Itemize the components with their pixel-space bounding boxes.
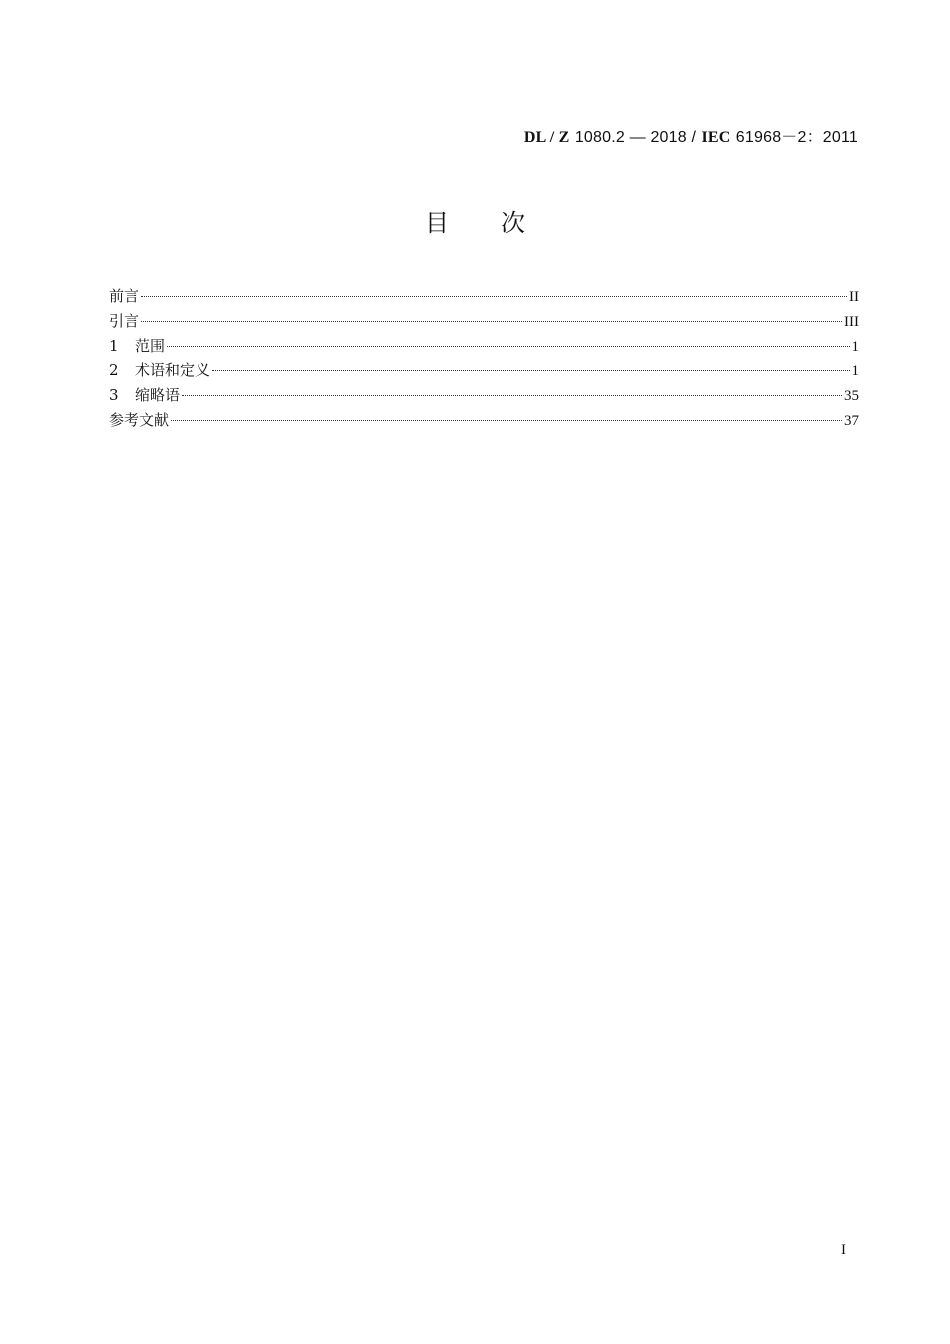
toc-entry-page: III xyxy=(844,313,859,330)
toc-entry-page: 37 xyxy=(844,412,859,429)
toc-title: 目次 xyxy=(425,209,577,237)
toc-entry-abbreviations[interactable] xyxy=(109,383,859,408)
toc-entry-label: 参考文献 xyxy=(109,410,170,429)
toc-entry-number: 2 xyxy=(109,361,119,380)
toc-entry-label: 缩略语 xyxy=(135,386,181,405)
toc-dot-leader xyxy=(212,370,849,371)
toc-dot-leader xyxy=(167,346,849,347)
toc-entry-scope[interactable] xyxy=(109,334,859,359)
toc-entry-foreword[interactable] xyxy=(109,284,859,309)
iec-prefix: IEC xyxy=(701,129,731,146)
toc-entry-page: 1 xyxy=(851,363,859,380)
toc-entry-page: II xyxy=(849,289,859,305)
iec-number: 61968－2：2011 xyxy=(735,129,858,146)
toc-entry-introduction[interactable] xyxy=(109,309,859,334)
toc-entry-label: 范围 xyxy=(135,336,166,355)
footer-page-number: I xyxy=(841,1242,846,1258)
toc-entry-bibliography[interactable] xyxy=(109,408,859,433)
std-number: 1080.2 — 2018 / xyxy=(574,129,697,146)
toc-entry-page: 35 xyxy=(844,388,859,405)
toc-entry-terms-definitions[interactable] xyxy=(109,358,859,383)
toc-dot-leader xyxy=(141,321,842,322)
toc-entry-label: 前言 xyxy=(109,287,140,305)
toc-entry-page: 1 xyxy=(851,338,859,355)
toc-entry-label: 术语和定义 xyxy=(135,361,211,380)
table-of-contents xyxy=(109,284,859,433)
toc-dot-leader xyxy=(171,420,842,421)
toc-dot-leader xyxy=(182,395,842,396)
toc-dot-leader xyxy=(141,296,847,297)
standard-header xyxy=(524,124,858,147)
toc-entry-number: 1 xyxy=(109,336,119,355)
std-prefix: DL / Z xyxy=(523,129,570,146)
toc-entry-label: 引言 xyxy=(109,311,140,330)
toc-entry-number: 3 xyxy=(109,386,119,405)
